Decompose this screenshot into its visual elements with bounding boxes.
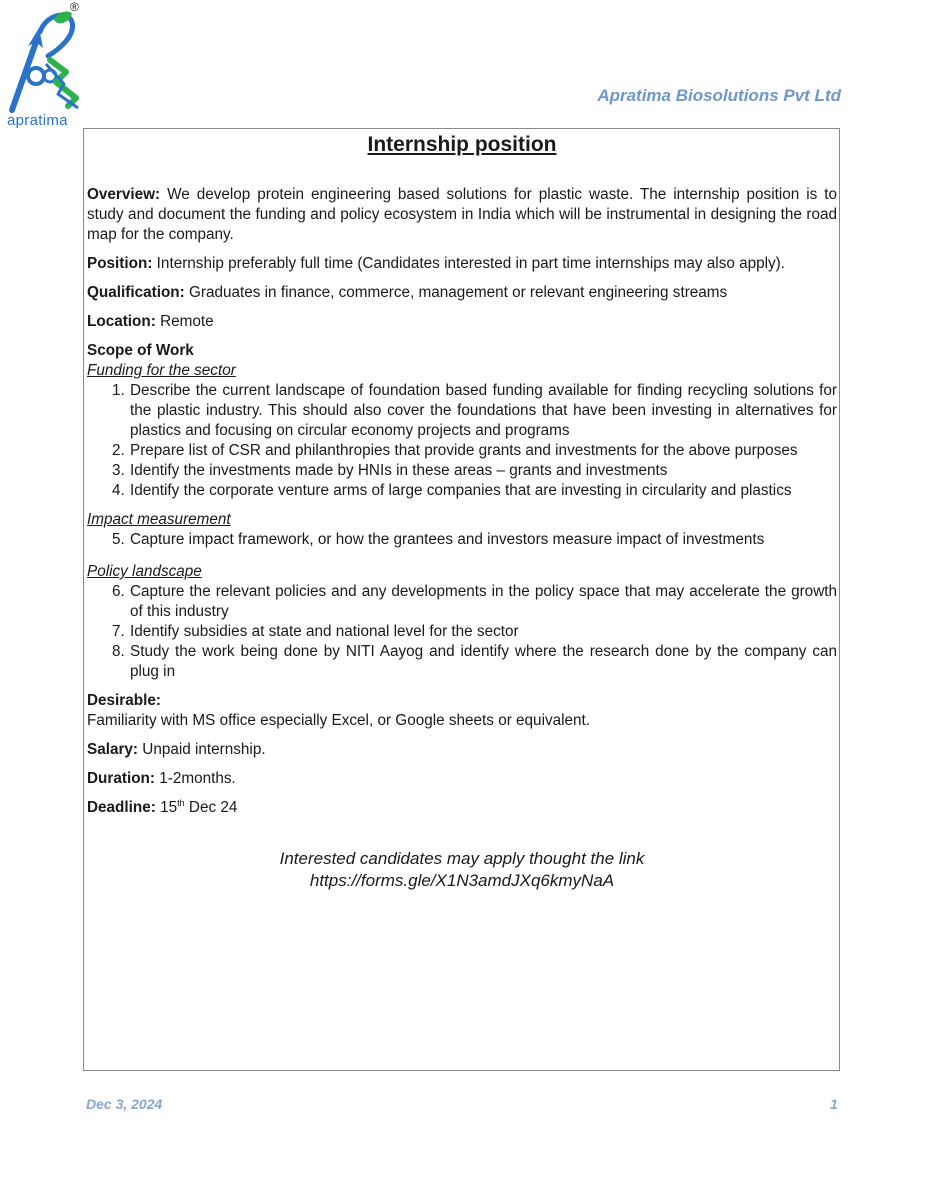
deadline-label: Deadline: <box>87 799 156 816</box>
duration-label: Duration: <box>87 770 155 787</box>
deadline-month-year: Dec 24 <box>184 799 238 816</box>
page-number: 1 <box>830 1096 838 1112</box>
desirable-text: Familiarity with MS office especially Excel, or Google sheets or equivalent. <box>87 712 591 729</box>
page-title: Internship position <box>367 133 557 156</box>
location-text: Remote <box>155 313 214 330</box>
apply-link[interactable]: https://forms.gle/X1N3amdJXq6kmyNaA <box>309 871 615 890</box>
deadline-paragraph <box>87 798 837 818</box>
overview-label: Overview: <box>87 186 161 203</box>
list-item: 2. Prepare list of CSR and philanthropies that provide grants and investments for the above purposes <box>129 441 837 461</box>
impact-list <box>87 530 837 550</box>
policy-list <box>87 582 837 682</box>
salary-label: Salary: <box>87 741 139 758</box>
position-label: Position: <box>87 255 153 272</box>
list-item: 3. Identify the investments made by HNIs in these areas – grants and investments <box>129 461 837 481</box>
position-text: Internship preferably full time (Candidates interested in part time internships may also apply). <box>152 255 786 272</box>
company-name: Apratima Biosolutions Pvt Ltd <box>597 86 841 105</box>
registered-mark: ® <box>70 0 79 14</box>
qualification-label: Qualification: <box>87 284 185 301</box>
duration-paragraph <box>87 769 837 789</box>
apply-note <box>87 848 837 892</box>
document-body <box>83 128 840 1071</box>
apply-text: Interested candidates may apply thought the link <box>279 849 645 868</box>
list-item: 6. Capture the relevant policies and any developments in the policy space that may accelerate the growth of this industry <box>129 582 837 622</box>
location-label: Location: <box>87 313 156 330</box>
list-item: 5. Capture impact framework, or how the grantees and investors measure impact of investments <box>129 530 837 550</box>
salary-text: Unpaid internship. <box>138 741 266 758</box>
position-paragraph <box>87 254 837 274</box>
duration-text: 1-2months. <box>154 770 236 787</box>
scope-heading: Scope of Work <box>87 342 194 359</box>
logo-wordmark: apratima <box>7 112 68 129</box>
funding-list <box>87 381 837 501</box>
desirable-label: Desirable: <box>87 692 161 709</box>
qualification-text: Graduates in finance, commerce, management or relevant engineering streams <box>184 284 728 301</box>
list-item: 8. Study the work being done by NITI Aayog and identify where the research done by the company can plug in <box>129 642 837 682</box>
qualification-paragraph <box>87 283 837 303</box>
footer-date: Dec 3, 2024 <box>86 1096 163 1112</box>
list-item: 1. Describe the current landscape of foundation based funding available for finding recycling solutions for the plastic industry. This should also cover the foundations that have been investing in alternatives for plastics and focusing on circular economy projects and programs <box>129 381 837 441</box>
deadline-day: 15 <box>155 799 178 816</box>
salary-paragraph <box>87 740 837 760</box>
policy-heading: Policy landscape <box>87 563 202 580</box>
overview-paragraph <box>87 185 837 245</box>
location-paragraph <box>87 312 837 332</box>
overview-text: We develop protein engineering based solutions for plastic waste. The internship position is to study and document the funding and policy ecosystem in India which will be instrumental in designing the road map for the company. <box>87 186 837 243</box>
list-item: 7. Identify subsidies at state and national level for the sector <box>129 622 837 642</box>
impact-heading: Impact measurement <box>87 511 231 528</box>
deadline-ordinal: th <box>177 797 185 808</box>
funding-heading: Funding for the sector <box>87 362 236 379</box>
list-item: 4. Identify the corporate venture arms of large companies that are investing in circularity and plastics <box>129 481 837 501</box>
